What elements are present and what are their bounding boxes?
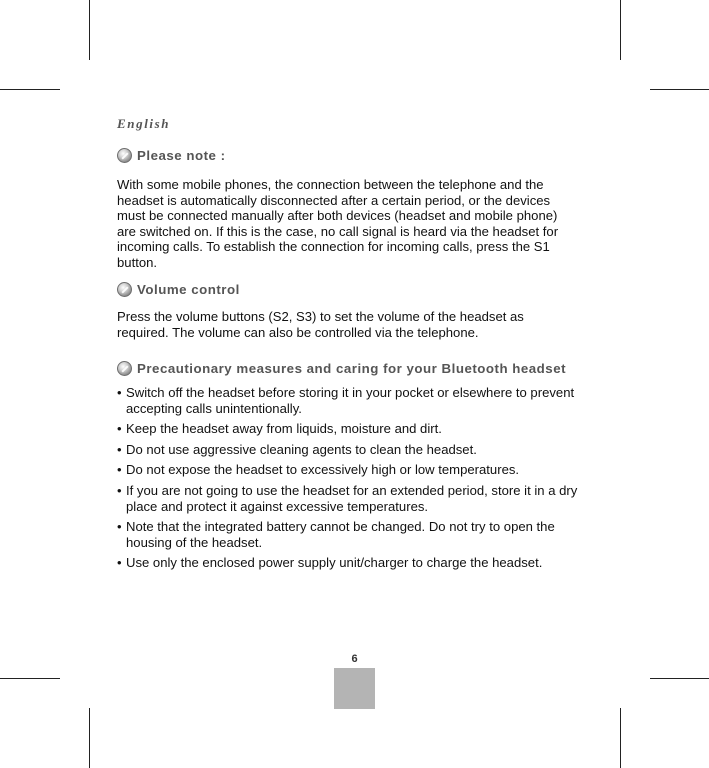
crop-mark [650, 89, 709, 90]
text-line: • Do not use aggressive cleaning agents to clean the headset. [126, 441, 477, 457]
page-number: 6 [351, 653, 358, 665]
list-item [117, 421, 602, 437]
text-line: must be connected manually after both devices (headset and mobile phone) [117, 208, 558, 224]
section-heading-volume-control [117, 282, 240, 297]
text-line: place and protect it against excessive temperatures. [126, 498, 429, 514]
text-line: required. The volume can also be controlled via the telephone. [117, 324, 479, 340]
language-label: English [117, 116, 171, 131]
text-line: • Use only the enclosed power supply unit/charger to charge the headset. [126, 555, 543, 571]
list-item [117, 519, 602, 550]
crop-mark [620, 0, 621, 60]
volume-control-paragraph [117, 309, 587, 340]
crop-mark [0, 678, 60, 679]
text-line: button. [117, 254, 158, 270]
heading-text: Please note : [137, 148, 226, 163]
text-line: accepting calls unintentionally. [126, 400, 302, 416]
text-line: incoming calls. To establish the connection for incoming calls, press the S1 [117, 239, 550, 255]
text-line: are switched on. If this is the case, no call signal is heard via the headset for [117, 223, 559, 239]
crop-mark [89, 0, 90, 60]
text-line: housing of the headset. [126, 534, 263, 550]
crop-mark [650, 678, 709, 679]
list-item [117, 483, 602, 514]
crop-mark [89, 708, 90, 768]
heading-text: Volume control [137, 282, 240, 297]
text-line: headset is automatically disconnected after a certain period, or the devices [117, 192, 551, 208]
text-line: • Do not expose the headset to excessively high or low temperatures. [126, 462, 520, 478]
section-heading-please-note [117, 148, 226, 163]
text-line: • If you are not going to use the headset for an extended period, store it in a dry [126, 482, 578, 498]
text-line: • Note that the integrated battery cannot be changed. Do not try to open the [126, 519, 555, 535]
text-line: With some mobile phones, the connection between the telephone and the [117, 177, 544, 192]
page-tab-marker [334, 668, 375, 709]
text-line: • Keep the headset away from liquids, moisture and dirt. [126, 421, 442, 437]
crop-mark [0, 89, 60, 90]
bullet-circle-icon [117, 282, 132, 297]
list-item [117, 555, 602, 571]
precautions-list [117, 385, 602, 576]
text-line: Press the volume buttons (S2, S3) to set the volume of the headset as [117, 309, 524, 324]
section-heading-precautions [117, 361, 566, 376]
bullet-circle-icon [117, 361, 132, 376]
list-item [117, 385, 602, 416]
list-item [117, 442, 602, 458]
list-item [117, 462, 602, 478]
text-line: • Switch off the headset before storing it in your pocket or elsewhere to prevent [126, 385, 575, 400]
bullet-circle-icon [117, 148, 132, 163]
heading-text: Precautionary measures and caring for your Bluetooth headset [137, 361, 567, 376]
crop-mark [620, 708, 621, 768]
please-note-paragraph [117, 177, 587, 271]
